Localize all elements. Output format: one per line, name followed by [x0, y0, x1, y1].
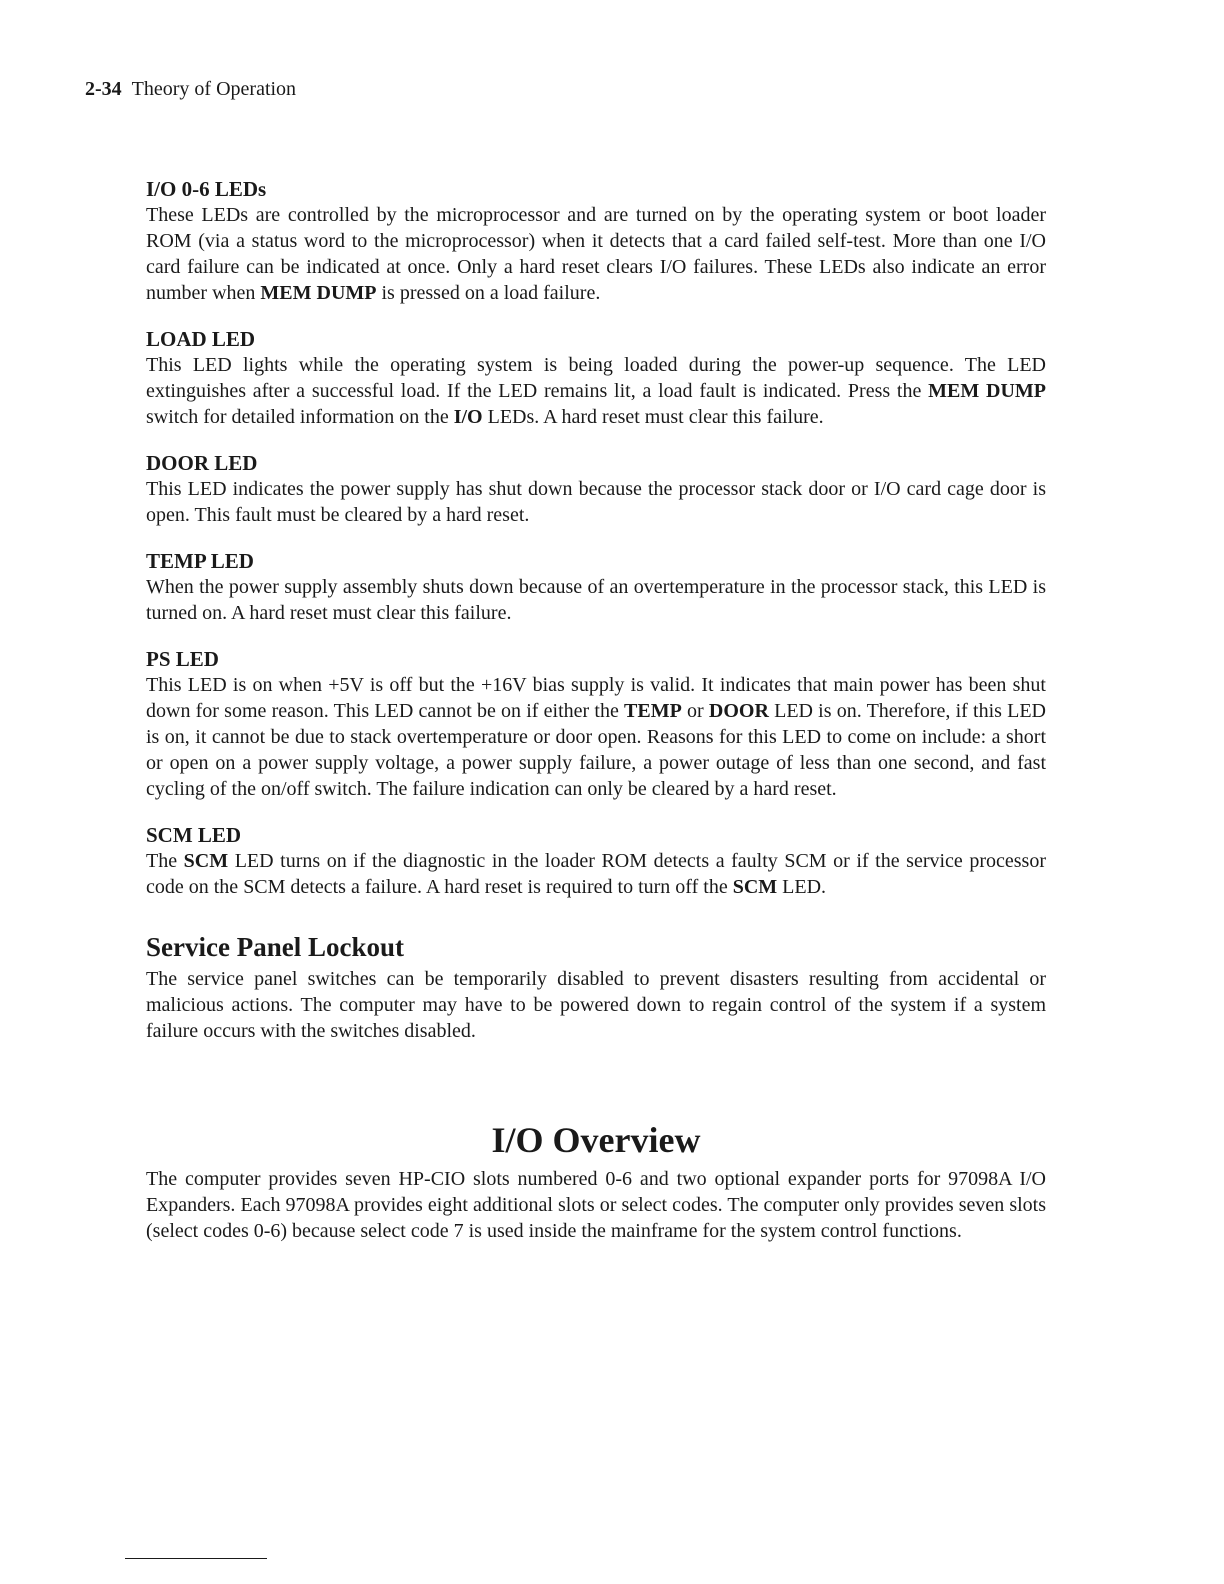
page-content [146, 176, 1046, 1244]
bold-term: MEM DUMP [260, 282, 377, 304]
text-run: LEDs. A hard reset must clear this failure. [482, 406, 824, 428]
service-panel-lockout-heading: Service Panel Lockout [146, 932, 404, 962]
section-title: DOOR LED [146, 451, 258, 475]
running-title: Theory of Operation [131, 78, 297, 100]
led-section [146, 822, 1046, 900]
text-run: These LEDs are controlled by the microprocessor and are turned on by the operating system or boot loader ROM (via a status word to the microprocessor) when it detects that a card failed self-test. More than one I/O card failure can be indicated at once. Only a hard reset clears I/O failures. These LEDs also indicate an error number when [146, 204, 1046, 304]
section-body [146, 352, 1046, 430]
bold-term: I/O [453, 406, 483, 428]
io-overview-heading: I/O Overview [491, 1120, 701, 1160]
led-section [146, 450, 1046, 528]
service-panel-lockout-body: The service panel switches can be temporarily disabled to prevent disasters resulting from accidental or malicious actions. The computer may have to be powered down to regain control of the system if a system failure occurs with the switches disabled. [146, 968, 1046, 1042]
bold-term: SCM [732, 876, 778, 898]
section-title: TEMP LED [146, 549, 254, 573]
text-run: The [146, 850, 184, 872]
text-run: This LED is on when +5V is off but the +16V bias supply is valid. It indicates that main power has been shut down for some reason. This LED cannot be on if either the [146, 674, 1046, 722]
section-title: PS LED [146, 647, 219, 671]
text-run: LED is on. Therefore, if this LED is on, it cannot be due to stack overtemperature or door open. Reasons for this LED to come on include: a short or open on a power supply voltage, a power supply failure, a power outage of less than one second, and fast cycling of the on/off switch. The failure indication can only be cleared by a hard reset. [146, 700, 1046, 800]
text-run: switch for detailed information on the [146, 406, 454, 428]
led-section [146, 548, 1046, 626]
section-body [146, 202, 1046, 306]
page-number: 2-34 [85, 78, 122, 100]
section-body [146, 574, 1046, 626]
text-run: LED turns on if the diagnostic in the loader ROM detects a faulty SCM or if the service processor code on the SCM detects a failure. A hard reset is required to turn off the [146, 850, 1047, 898]
section-title: SCM LED [146, 823, 242, 847]
footer-rule [125, 1558, 267, 1559]
io-overview-body: The computer provides seven HP-CIO slots numbered 0-6 and two optional expander ports for 97098A I/O Expanders. Each 97098A provides eight additional slots or select codes. The computer only provides seven slots (select codes 0-6) because select code 7 is used inside the mainframe for the system control functions. [146, 1168, 1046, 1242]
led-section [146, 176, 1046, 306]
led-section [146, 646, 1046, 802]
section-body [146, 476, 1046, 528]
text-run: is pressed on a load failure. [376, 282, 601, 304]
bold-term: MEM DUMP [928, 380, 1046, 402]
led-section [146, 326, 1046, 430]
bold-term: TEMP [624, 700, 682, 722]
section-body [146, 848, 1046, 900]
text-run: LED. [777, 876, 827, 898]
text-run: or [681, 700, 709, 722]
section-body [146, 672, 1046, 802]
text-run: This LED indicates the power supply has shut down because the processor stack door or I/O card cage door is open. This fault must be cleared by a hard reset. [146, 478, 1046, 526]
bold-term: DOOR [708, 700, 769, 722]
section-title: I/O 0-6 LEDs [146, 177, 267, 201]
page-header [85, 78, 296, 101]
bold-term: SCM [183, 850, 229, 872]
text-run: This LED lights while the operating system is being loaded during the power-up sequence. The LED extinguishes after a successful load. If the LED remains lit, a load fault is indicated. Press the [146, 354, 1046, 402]
led-sections [146, 176, 1046, 900]
section-title: LOAD LED [146, 327, 256, 351]
text-run: When the power supply assembly shuts down because of an overtemperature in the processor stack, this LED is turned on. A hard reset must clear this failure. [146, 576, 1046, 624]
